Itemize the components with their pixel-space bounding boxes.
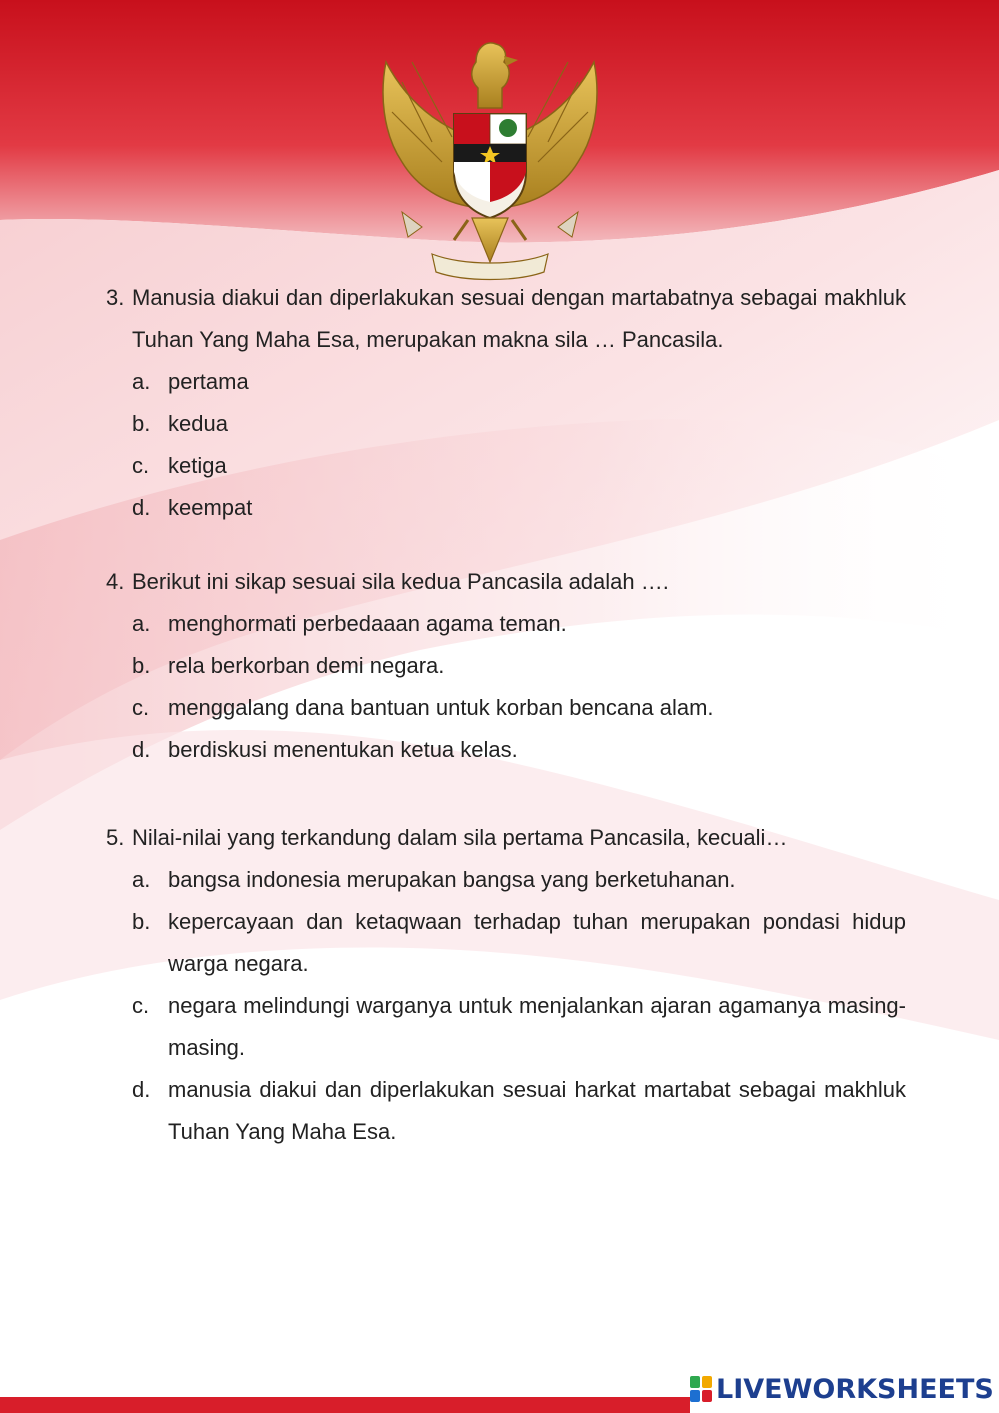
option-letter: c. xyxy=(132,453,150,478)
option-d xyxy=(132,487,906,529)
option-d xyxy=(132,1069,906,1153)
option-letter: b. xyxy=(132,653,151,678)
question-5 xyxy=(106,817,906,1153)
option-text: manusia diakui dan diperlakukan sesuai harkat martabat sebagai makhluk Tuhan Yang Maha Esa. xyxy=(168,1077,906,1144)
option-letter: d. xyxy=(132,737,151,762)
question-text: Manusia diakui dan diperlakukan sesuai dengan martabatnya sebagai makhluk Tuhan Yang Maha Esa, merupakan makna sila … Pancasila. xyxy=(132,285,906,352)
option-text: keempat xyxy=(168,495,253,520)
brand-name: LIVEWORKSHEETS xyxy=(716,1373,994,1405)
option-a xyxy=(132,361,906,403)
option-text: rela berkorban demi negara. xyxy=(168,653,445,678)
question-number: 5. xyxy=(106,825,125,850)
option-b xyxy=(132,901,906,985)
option-c xyxy=(132,445,906,487)
option-a xyxy=(132,603,906,645)
option-letter: a. xyxy=(132,369,151,394)
question-text: Berikut ini sikap sesuai sila kedua Pancasila adalah …. xyxy=(132,569,669,594)
liveworksheets-logo-icon xyxy=(690,1376,712,1402)
option-letter: a. xyxy=(132,867,151,892)
garuda-pancasila-emblem-icon xyxy=(372,22,608,284)
option-text: kepercayaan dan ketaqwaan terhadap tuhan merupakan pondasi hidup warga negara. xyxy=(168,909,906,976)
option-text: berdiskusi menentukan ketua kelas. xyxy=(168,737,518,762)
option-a xyxy=(132,859,906,901)
option-b xyxy=(132,645,906,687)
option-letter: a. xyxy=(132,611,151,636)
option-letter: b. xyxy=(132,909,151,934)
option-letter: d. xyxy=(132,1077,151,1102)
option-text: bangsa indonesia merupakan bangsa yang berketuhanan. xyxy=(168,867,736,892)
question-number: 3. xyxy=(106,285,125,310)
question-4 xyxy=(106,561,906,771)
option-text: ketiga xyxy=(168,453,227,478)
option-letter: c. xyxy=(132,993,150,1018)
option-letter: d. xyxy=(132,495,151,520)
option-text: negara melindungi warganya untuk menjalankan ajaran agamanya masing-masing. xyxy=(168,993,906,1060)
option-text: menghormati perbedaaan agama teman. xyxy=(168,611,567,636)
option-text: kedua xyxy=(168,411,228,436)
option-letter: c. xyxy=(132,695,150,720)
liveworksheets-brand[interactable] xyxy=(690,1370,994,1408)
option-c xyxy=(132,985,906,1069)
footer-red-bar xyxy=(0,1397,690,1413)
option-text: pertama xyxy=(168,369,249,394)
option-text: menggalang dana bantuan untuk korban bencana alam. xyxy=(168,695,714,720)
option-c xyxy=(132,687,906,729)
question-number: 4. xyxy=(106,569,125,594)
question-text: Nilai-nilai yang terkandung dalam sila pertama Pancasila, kecuali… xyxy=(132,825,788,850)
question-3 xyxy=(106,277,906,529)
option-d xyxy=(132,729,906,771)
option-b xyxy=(132,403,906,445)
option-letter: b. xyxy=(132,411,151,436)
